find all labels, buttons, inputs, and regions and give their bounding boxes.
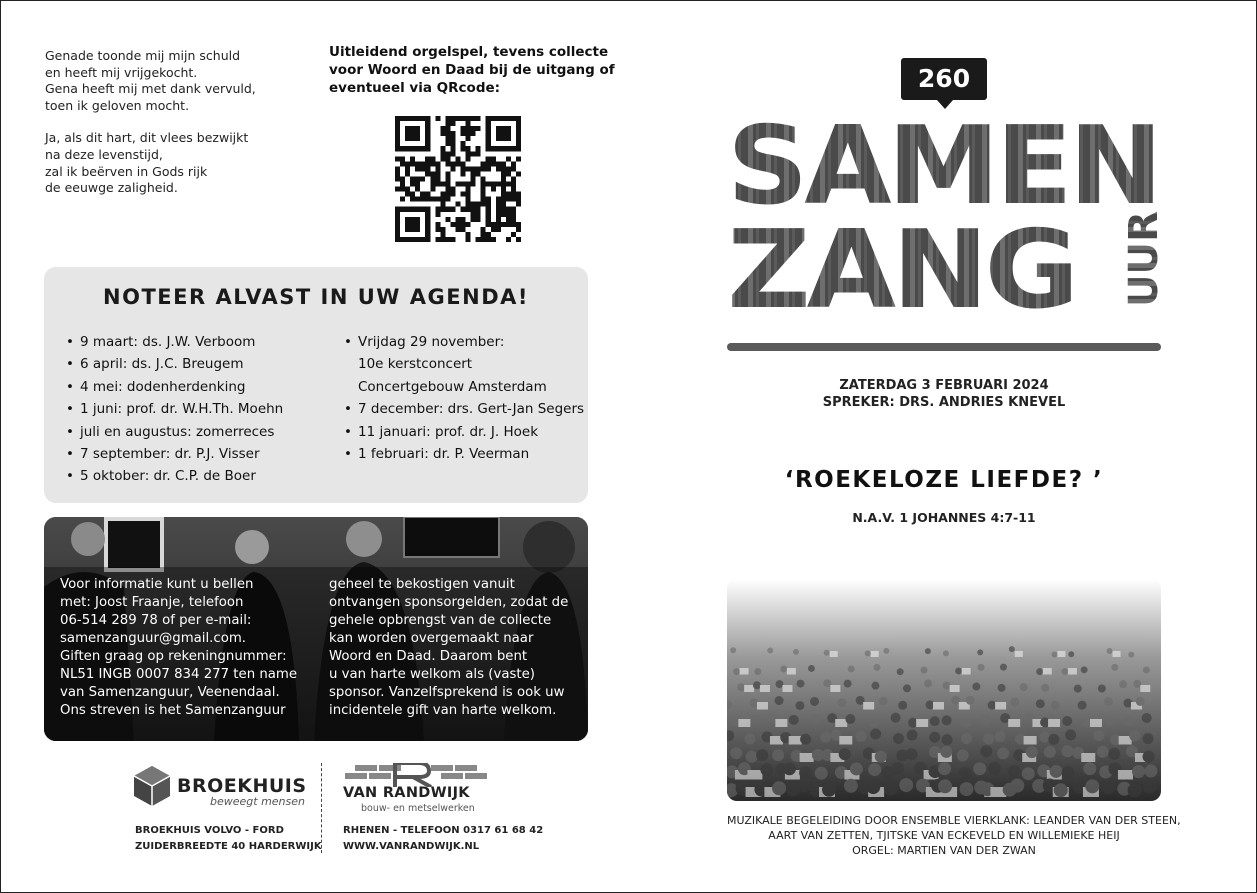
agenda-list-left — [66, 331, 283, 488]
music-line: ORGEL: MARTIEN VAN DER ZWAN — [852, 844, 1036, 857]
info-text-left — [60, 576, 297, 720]
music-credits — [727, 813, 1181, 858]
broekhuis-logo — [133, 765, 307, 807]
title-underline — [727, 343, 1161, 351]
address-line: ZUIDERBREEDTE 40 HARDERWIJK — [135, 841, 322, 852]
address-line: BROEKHUIS VOLVO - FORD — [135, 825, 284, 836]
info-line: ontvangen sponsorgelden, zodat de — [329, 595, 569, 610]
poem-stanza-2 — [45, 130, 285, 196]
poem — [45, 48, 285, 213]
samenzanguur-logo — [727, 111, 1167, 311]
info-line: kan worden overgemaakt naar — [329, 631, 534, 646]
poem-line: Genade toonde mij mijn schuld — [45, 48, 241, 63]
info-line: met: Joost Fraanje, telefoon — [60, 595, 244, 610]
poem-line: Ja, als dit hart, dit vlees bezwijkt — [45, 130, 249, 146]
email-link[interactable]: samenzanguur@gmail.com. — [60, 631, 247, 646]
event-speaker: SPREKER: DRS. ANDRIES KNEVEL — [822, 395, 1066, 410]
agenda-item: • 1 juni: prof. dr. W.H.Th. Moehn — [66, 398, 283, 420]
poem-line: toen ik geloven mocht. — [45, 97, 190, 113]
info-line: geheel te bekostigen vanuit — [329, 577, 515, 592]
collecte-text — [329, 43, 615, 97]
agenda-item: • 11 januari: prof. dr. J. Hoek — [344, 421, 584, 443]
sponsor-divider — [321, 763, 322, 853]
poem-line: en heeft mij vrijgekocht. — [45, 64, 198, 80]
agenda-item: • 9 maart: ds. J.W. Verboom — [66, 331, 283, 353]
collecte-line: voor Woord en Daad bij de uitgang of — [329, 62, 615, 78]
collecte-line: Uitleidend orgelspel, tevens collecte — [329, 44, 609, 60]
broekhuis-address — [135, 823, 322, 855]
title-samen: SAMEN — [727, 111, 1159, 229]
agenda-item: • 4 mei: dodenherdenking — [66, 376, 283, 398]
choir-photo — [727, 579, 1161, 801]
qr-code[interactable] — [395, 116, 521, 242]
agenda-item-continued: 10e kerstconcert — [358, 356, 473, 373]
info-line: Ons streven is het Samenzanguur — [60, 703, 286, 718]
poem-stanza-1 — [45, 48, 285, 114]
vanrandwijk-name: VAN RANDWIJK — [343, 785, 470, 801]
music-line: AART VAN ZETTEN, TJITSKE VAN ECKEVELD EN WILLEMIEKE HEIJ — [768, 829, 1120, 842]
info-panel — [44, 517, 588, 741]
agenda-item: • 1 februari: dr. P. Veerman — [344, 443, 584, 465]
info-line: sponsor. Vanzelfsprekend is ook uw — [329, 685, 565, 700]
poem-line: Gena heeft mij met dank vervuld, — [45, 81, 256, 97]
agenda-item: • Vrijdag 29 november: — [344, 331, 584, 353]
poem-line: zal ik beërven in Gods rijk — [45, 163, 208, 179]
info-line: u van harte welkom als (vaste) — [329, 667, 535, 682]
agenda-item: • 5 oktober: dr. C.P. de Boer — [66, 465, 283, 487]
agenda-item: • 7 september: dr. P.J. Visser — [66, 443, 283, 465]
agenda-item-continued: Concertgebouw Amsterdam — [358, 378, 547, 395]
address-line: RHENEN - TELEFOON 0317 61 68 42 — [343, 825, 544, 836]
title-uur: UUR — [1121, 211, 1167, 307]
title-zang: ZANG — [727, 208, 1075, 311]
music-line: MUZIKALE BEGELEIDING DOOR ENSEMBLE VIERKLANK: LEANDER VAN DER STEEN, — [727, 814, 1181, 827]
info-line: gehele opbrengst van de collecte — [329, 613, 552, 628]
info-line: Giften graag op rekeningnummer: — [60, 649, 287, 664]
vanrandwijk-address — [343, 823, 543, 855]
agenda-item: • 6 april: ds. J.C. Breugem — [66, 353, 283, 375]
poem-line: de eeuwge zaligheid. — [45, 180, 178, 196]
info-line: van Samenzanguur, Veenendaal. — [60, 685, 280, 700]
agenda-item: • 7 december: drs. Gert-Jan Segers — [344, 398, 584, 420]
info-text-right — [329, 576, 568, 720]
collecte-line: eventueel via QRcode: — [329, 80, 501, 96]
brick-wall-icon — [343, 763, 489, 787]
info-line: 06-514 289 78 of per e-mail: — [60, 613, 252, 628]
info-line: Voor informatie kunt u bellen — [60, 577, 254, 592]
event-date: ZATERDAG 3 FEBRUARI 2024 — [839, 378, 1049, 393]
vanrandwijk-tagline: bouw- en metselwerken — [361, 803, 475, 814]
agenda-item: • juli en augustus: zomerreces — [66, 421, 283, 443]
bible-reference: N.A.V. 1 JOHANNES 4:7-11 — [852, 510, 1036, 525]
vanrandwijk-logo — [343, 763, 489, 814]
info-line: NL51 INGB 0007 834 277 ten name — [60, 667, 298, 682]
agenda-panel — [44, 267, 588, 503]
broekhuis-cube-icon — [133, 765, 171, 807]
website-link[interactable]: WWW.VANRANDWIJK.NL — [343, 841, 480, 852]
info-line: incidentele gift van harte welkom. — [329, 703, 557, 718]
agenda-title: NOTEER ALVAST IN UW AGENDA! — [103, 285, 529, 309]
event-details — [727, 377, 1161, 411]
agenda-list-right — [344, 331, 584, 465]
info-line: Woord en Daad. Daarom bent — [329, 649, 528, 664]
edition-badge: 260 — [901, 58, 987, 100]
broekhuis-tagline: beweegt mensen — [210, 795, 305, 808]
poem-line: na deze levenstijd, — [45, 146, 163, 162]
broekhuis-name: BROEKHUIS — [177, 775, 307, 797]
sermon-theme: ‘ROEKELOZE LIEFDE? ’ — [784, 467, 1104, 493]
